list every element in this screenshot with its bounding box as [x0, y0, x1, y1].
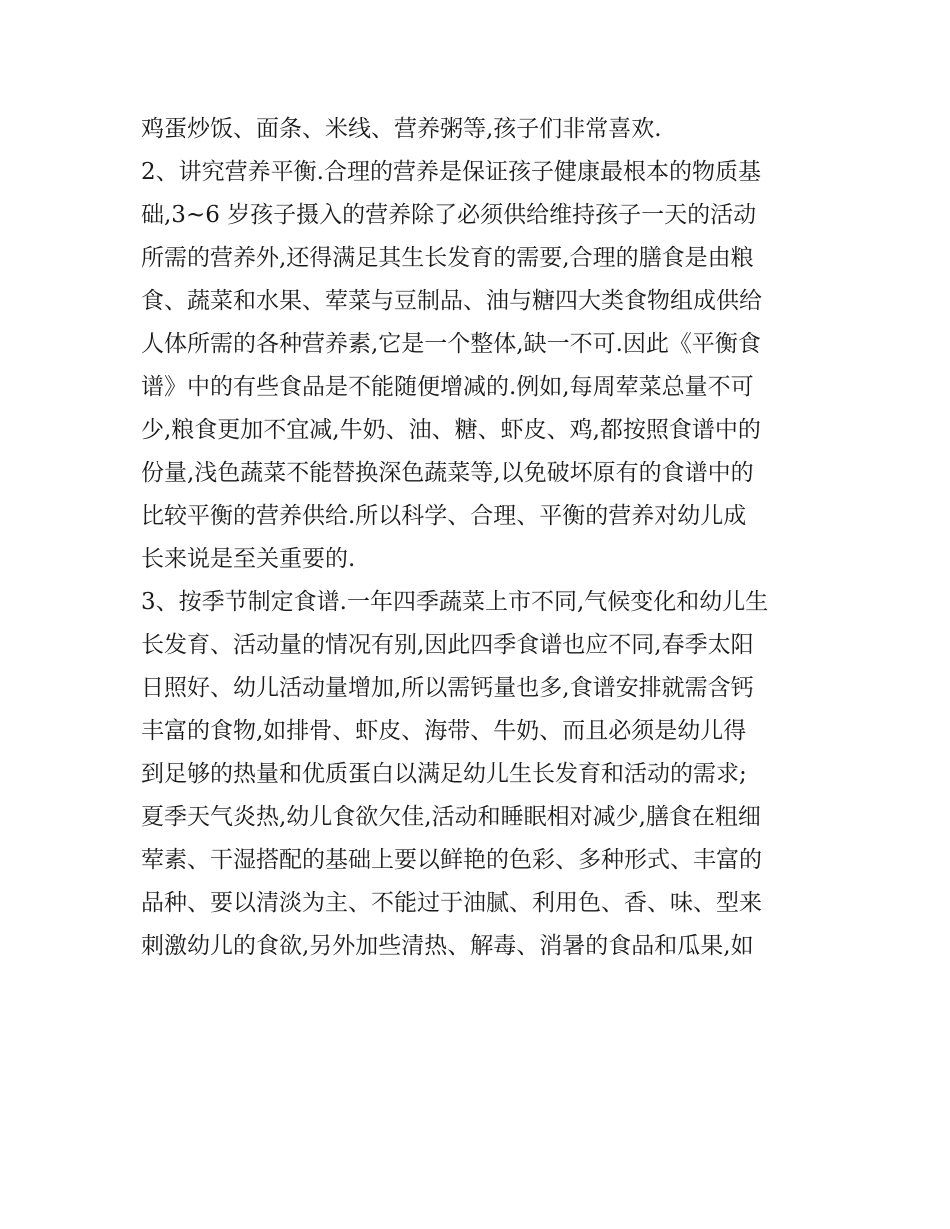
text-line: 份量,浅色蔬菜不能替换深色蔬菜等,以免破坏原有的食谱中的 — [141, 460, 754, 486]
text-line: 荤素、干湿搭配的基础上要以鲜艳的色彩、多种形式、丰富的 — [141, 847, 762, 873]
body-text — [141, 108, 821, 968]
text-line: 长发育、活动量的情况有别,因此四季食谱也应不同,春季太阳 — [141, 632, 754, 658]
text-line: 少,粮食更加不宜减,牛奶、油、糖、虾皮、鸡,都按照食谱中的 — [141, 417, 761, 443]
text-line: 刺激幼儿的食欲,另外加些清热、解毒、消暑的食品和瓜果,如 — [141, 933, 754, 959]
text-line: 夏季天气炎热,幼儿食欲欠佳,活动和睡眠相对减少,膳食在粗细 — [141, 804, 761, 830]
text-line: 比较平衡的营养供给.所以科学、合理、平衡的营养对幼儿成 — [141, 503, 747, 529]
text-line: 食、蔬菜和水果、荤菜与豆制品、油与糖四大类食物组成供给 — [141, 288, 762, 314]
text-line: 品种、要以清淡为主、不能过于油腻、利用色、香、味、型来 — [141, 890, 762, 916]
text-line: 人体所需的各种营养素,它是一个整体,缺一不可.因此《平衡食 — [141, 331, 761, 357]
text-line: 所需的营养外,还得满足其生长发育的需要,合理的膳食是由粮 — [141, 245, 754, 271]
text-line: 鸡蛋炒饭、面条、米线、营养粥等,孩子们非常喜欢. — [141, 116, 662, 142]
text-line: 2、讲究营养平衡.合理的营养是保证孩子健康最根本的物质基 — [141, 159, 761, 185]
text-line: 础,3~6 岁孩子摄入的营养除了必须供给维持孩子一天的活动 — [141, 202, 757, 228]
text-line: 到足够的热量和优质蛋白以满足幼儿生长发育和活动的需求; — [141, 761, 747, 787]
text-line: 谱》中的有些食品是不能随便增减的.例如,每周荤菜总量不可 — [141, 374, 754, 400]
text-line: 3、按季节制定食谱.一年四季蔬菜上市不同,气候变化和幼儿生 — [141, 589, 769, 615]
text-line: 日照好、幼儿活动量增加,所以需钙量也多,食谱安排就需含钙 — [141, 675, 754, 701]
text-line: 长来说是至关重要的. — [141, 546, 356, 572]
text-line: 丰富的食物,如排骨、虾皮、海带、牛奶、而且必须是幼儿得 — [141, 718, 747, 744]
